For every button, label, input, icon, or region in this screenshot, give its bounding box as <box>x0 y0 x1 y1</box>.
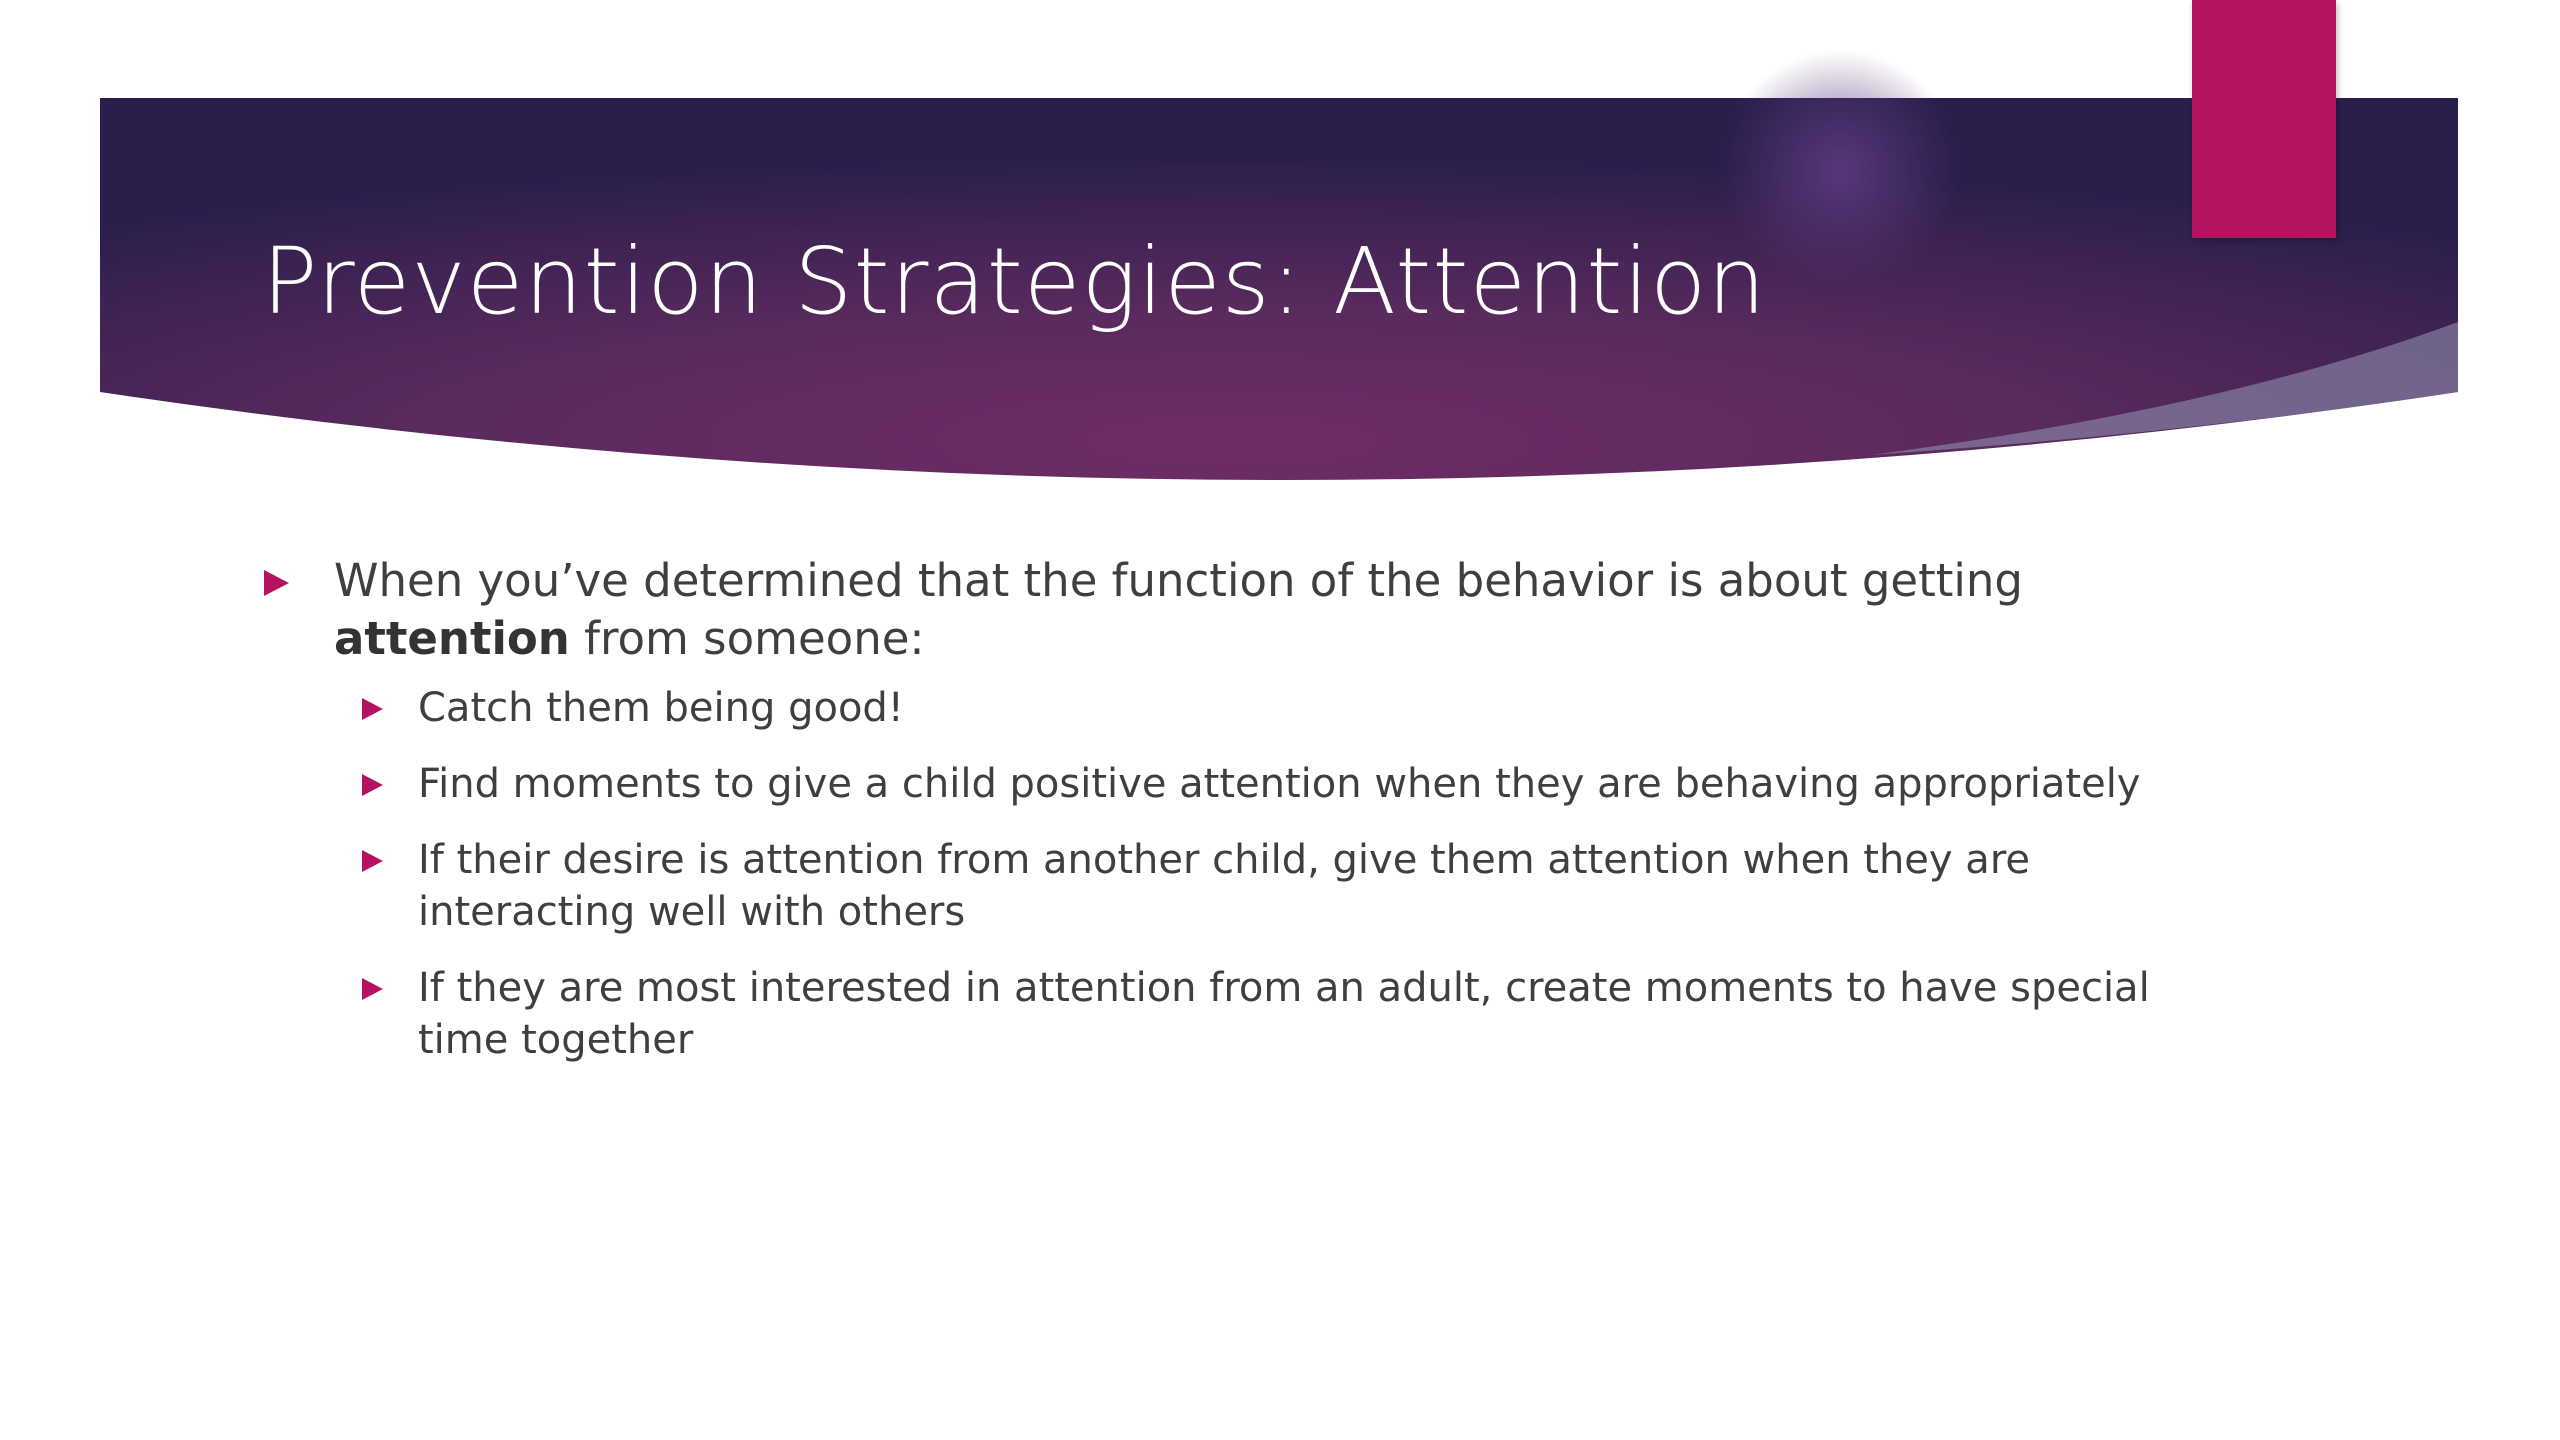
triangle-right-icon <box>362 774 383 796</box>
sub-bullet-text: If they are most interested in attention from an adult, create moments to have special time together <box>418 965 2150 1063</box>
triangle-right-icon <box>362 698 383 720</box>
triangle-right-icon <box>264 570 289 596</box>
accent-tab <box>2192 0 2336 238</box>
main-bullet-text-before: When you’ve determined that the function of the behavior is about getting <box>334 554 2023 607</box>
main-bullet-text-after: from someone: <box>569 612 925 665</box>
sub-bullet <box>258 758 2158 810</box>
main-bullet-emphasis: attention <box>334 612 570 665</box>
triangle-right-icon <box>362 978 383 1000</box>
slide-title: Prevention Strategies: Attention <box>262 228 1767 335</box>
sub-bullet-text: Catch them being good! <box>418 685 904 731</box>
sub-bullet <box>258 682 2158 734</box>
main-bullet <box>258 552 2158 668</box>
slide-content <box>258 552 2158 1090</box>
sub-bullet <box>258 962 2158 1066</box>
sub-bullet-text: If their desire is attention from another child, give them attention when they are interacting well with others <box>418 837 2030 935</box>
sub-bullet <box>258 834 2158 938</box>
sub-bullet-text: Find moments to give a child positive attention when they are behaving appropriately <box>418 761 2141 807</box>
triangle-right-icon <box>362 850 383 872</box>
